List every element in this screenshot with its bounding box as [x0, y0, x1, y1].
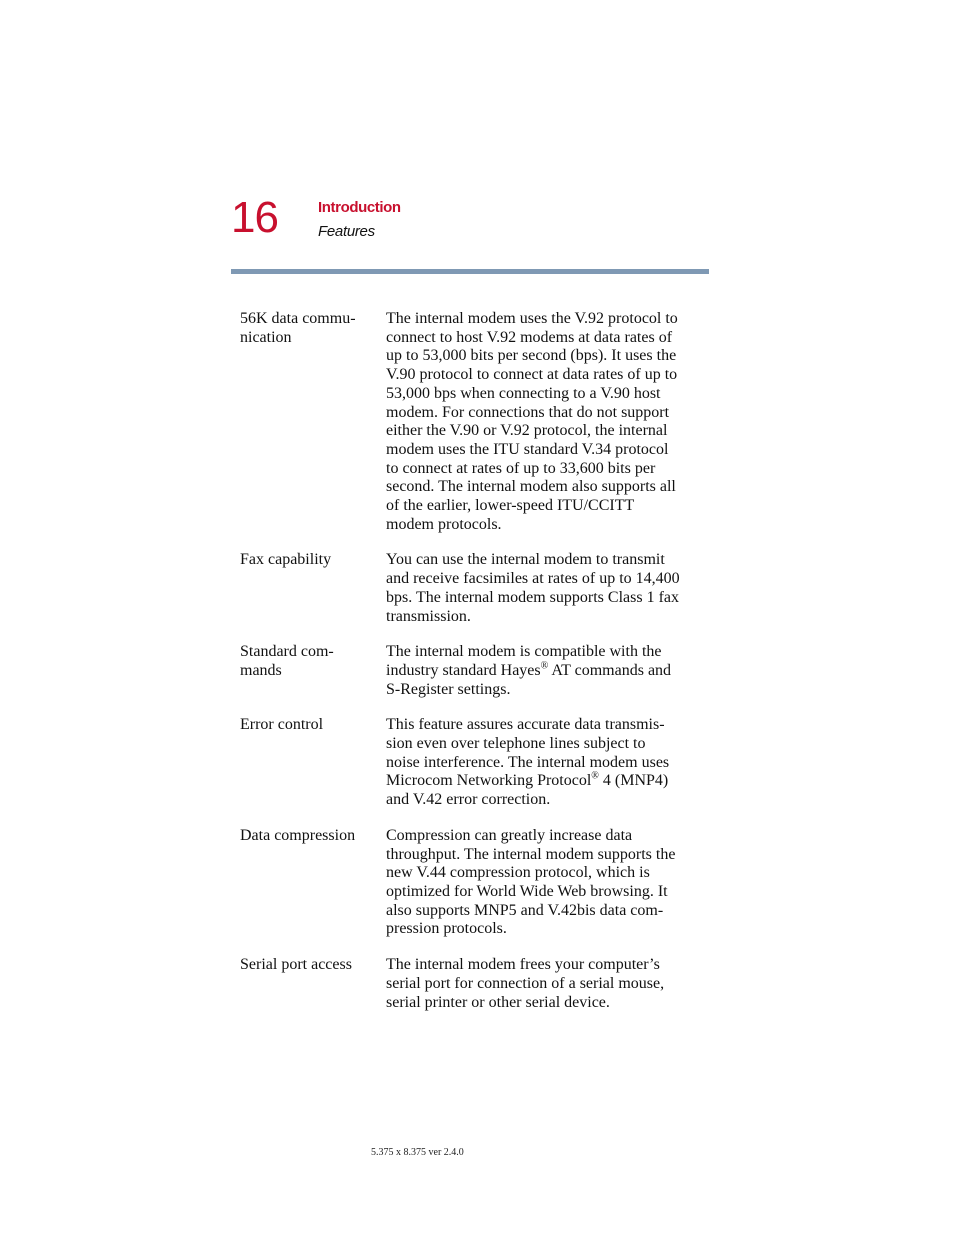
footer-version: 5.375 x 8.375 ver 2.4.0 [371, 1147, 464, 1158]
description-text: 4 (MNP4) and V.42 error correction. [386, 772, 669, 809]
description-text: AT commands and S-Register settings. [386, 661, 672, 698]
feature-row-error-control [240, 716, 710, 810]
registered-mark: ® [540, 660, 549, 672]
feature-row-serial-port [240, 956, 710, 1012]
registered-mark: ® [591, 771, 599, 783]
feature-description [386, 643, 708, 699]
feature-row-data-compression [240, 827, 710, 939]
feature-term: Standard com- mands [240, 643, 334, 679]
feature-description [386, 716, 708, 810]
feature-row-standard-commands [240, 643, 710, 699]
feature-row-fax [240, 551, 710, 626]
feature-row-56k [240, 310, 710, 534]
feature-term: 56K data commu- nication [240, 310, 356, 346]
chapter-title: Introduction [318, 199, 401, 216]
page-number: 16 [231, 193, 278, 242]
section-title: Features [318, 223, 375, 240]
feature-description: Compression can greatly increase data throughput. The internal modem supports the new V.44 compression protocol, which is optimized for World Wide Web browsing. It also supports MNP5 and V.42bis data com- pression protocols. [386, 826, 676, 938]
feature-term: Error control [240, 716, 324, 734]
description-text: This feature assures accurate data transmis- sion even over telephone lines subject to noise interference. The internal modem uses Microcom Networking Protocol [386, 716, 670, 790]
feature-description: The internal modem uses the V.92 protocol to connect to host V.92 modems at data rates of up to 53,000 bits per second (bps). It uses the V.90 protocol to connect at data rates of up to 53,000 bps when connecting to a V.90 host modem. For connections that do not support either the V.90 or V.92 protocol, the internal modem uses the ITU standard V.34 protocol to connect at rates of up to 33,600 bits per second. The internal modem also supports all of the earlier, lower-speed ITU/CCITT modem protocols. [386, 310, 678, 533]
feature-description: You can use the internal modem to transmit and receive facsimiles at rates of up to 14,400 bps. The internal modem supports Class 1 fax transmission. [386, 551, 680, 625]
feature-description: The internal modem frees your computer’s serial port for connection of a serial mouse, serial printer or other serial device. [386, 956, 665, 1011]
feature-term: Serial port access [240, 956, 352, 974]
feature-term: Data compression [240, 826, 356, 844]
description-text: The internal modem is compatible with the industry standard Hayes [386, 643, 662, 679]
header-rule [231, 269, 709, 274]
feature-list [240, 310, 710, 1029]
feature-term: Fax capability [240, 551, 332, 569]
